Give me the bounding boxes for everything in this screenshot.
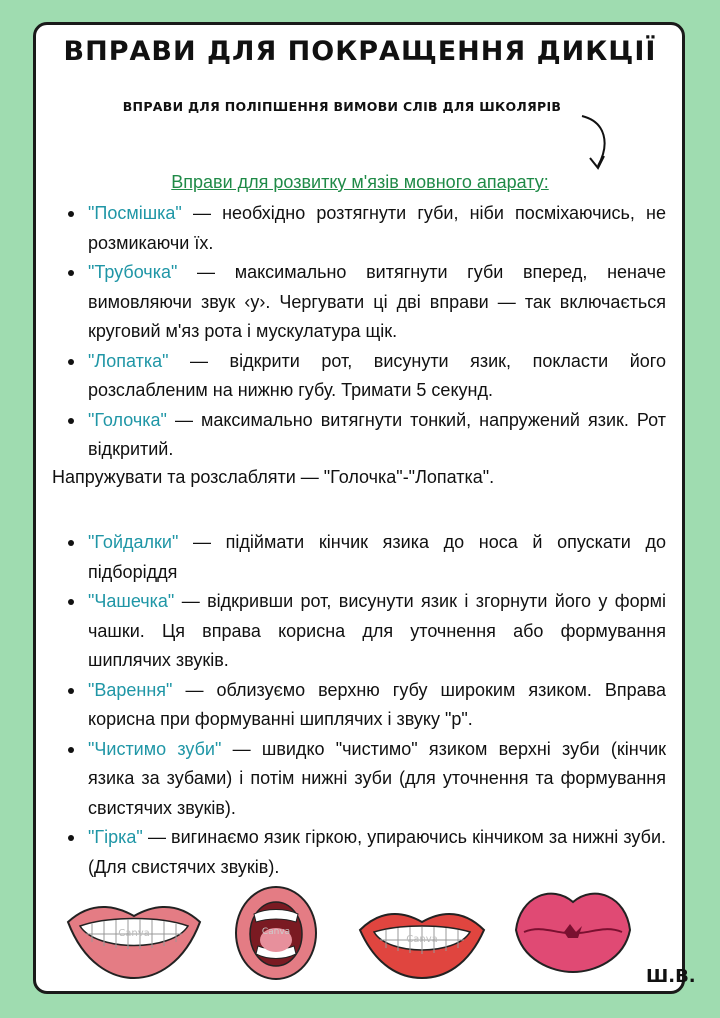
exercise-description: — максимально витягнути тонкий, напружений язик. Рот відкритий.: [88, 409, 666, 459]
list-item: [66, 258, 666, 347]
note-text: Напружувати та розслабляти — "Голочка"-"Лопатка".: [52, 467, 495, 487]
list-item: [66, 406, 666, 465]
open-mouth-lips-illustration: [232, 884, 320, 982]
list-item: [66, 823, 666, 882]
list-item: [66, 347, 666, 406]
exercise-name: "Лопатка": [88, 350, 169, 371]
exercise-name: "Гірка": [88, 827, 143, 847]
exercise-description: — підіймати кінчик язика до носа й опускати до підборіддя: [88, 532, 666, 582]
watermark-text: Canva: [406, 934, 438, 945]
list-item: [66, 735, 666, 824]
exercise-name: "Голочка": [88, 409, 167, 430]
exercise-name: "Чашечка": [88, 591, 175, 611]
list-item: [66, 676, 666, 735]
author-signature: Ш.В.: [646, 966, 696, 987]
teeth-lips-illustration: [356, 900, 488, 980]
exercise-list-2: [66, 528, 666, 882]
watermark-text: Canva: [261, 927, 291, 937]
list-item: [66, 587, 666, 676]
exercise-description: — максимально витягнути губи вперед, неначе вимовляючи звук ‹у›. Чергувати ці дві вправи — так включається круговий м'яз рота і мускулатура щік.: [88, 262, 666, 341]
closed-lips-illustration: [512, 880, 634, 976]
exercise-name: "Варення": [88, 679, 173, 700]
exercise-description: — швидко "чистимо" язиком верхні зуби (кінчик язика за зубами) і потім нижні зуби (для уточнення та формування свистячих звуків).: [88, 738, 667, 818]
exercise-name: "Гойдалки": [88, 532, 179, 552]
exercise-description: — відкривши рот, висунути язик і згорнути його у формі чашки. Ця вправа корисна для уточнення або формування шиплячих звуків.: [88, 591, 666, 670]
list-item: [66, 199, 666, 258]
page-title: ВПРАВИ ДЛЯ ПОКРАЩЕННЯ ДИКЦІЇ: [63, 36, 657, 67]
exercise-description: — відкрити рот, висунути язик, покласти його розслабленим на нижню губу. Тримати 5 секунд.: [88, 350, 666, 400]
exercise-description: — облизуємо верхню губу широким язиком. Вправа корисна при формуванні шиплячих і звуку "р".: [88, 679, 666, 729]
list-item: [66, 528, 666, 587]
smiling-lips-illustration: [64, 894, 204, 980]
exercise-name: "Посмішка": [88, 203, 182, 223]
exercise-list-1: [66, 199, 666, 465]
exercise-description: — вигинаємо язик гіркою, упираючись кінчиком за нижні зуби. (Для свистячих звуків).: [88, 827, 666, 877]
curved-arrow-icon: [576, 112, 616, 174]
exercise-name: "Чистимо зуби": [88, 738, 222, 759]
exercise-description: — необхідно розтягнути губи, ніби посміхаючись, не розмикаючи їх.: [88, 203, 666, 253]
watermark-text: Canva: [118, 928, 150, 939]
exercise-name: "Трубочка": [88, 262, 178, 282]
section-heading: Вправи для розвитку м'язів мовного апарату:: [171, 172, 549, 192]
page-subtitle: ВПРАВИ ДЛЯ ПОЛІПШЕННЯ ВИМОВИ СЛІВ ДЛЯ ШКОЛЯРІВ: [122, 99, 562, 114]
